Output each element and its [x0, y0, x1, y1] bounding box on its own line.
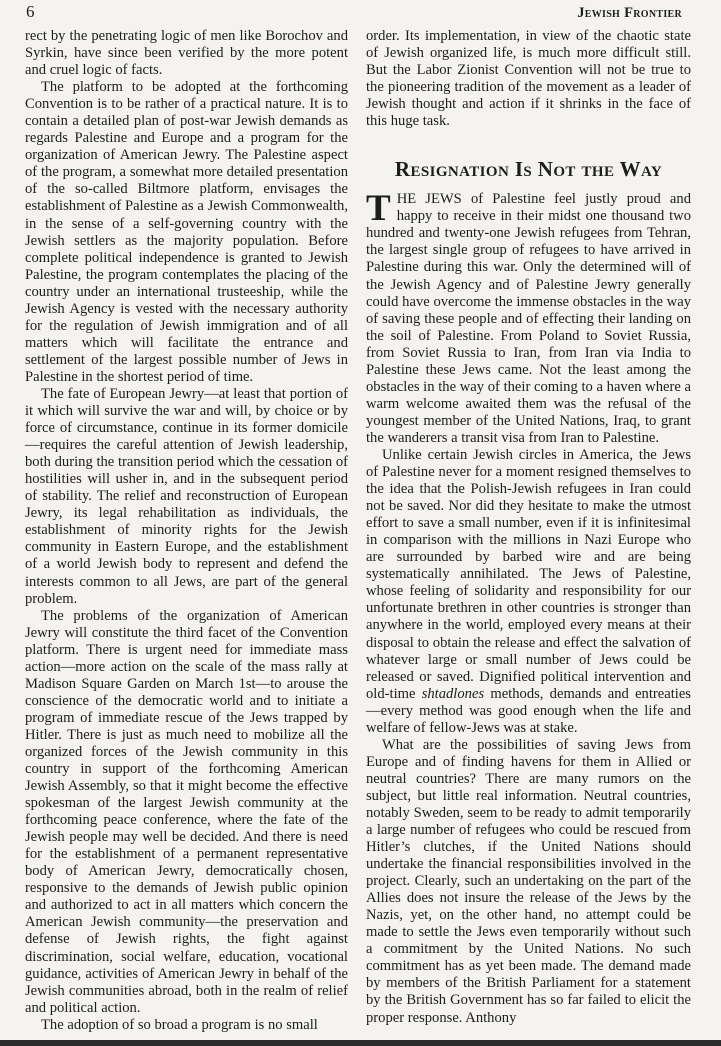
scan-bottom-edge — [0, 1040, 721, 1046]
right-column — [366, 28, 691, 1027]
left-column — [25, 28, 348, 1034]
paragraph-unlike — [366, 447, 691, 737]
page-number: 6 — [26, 2, 35, 21]
p2-text-b: methods, demands and entreaties—every method was good enough when the life and welfare of fellow-Jews was at stake. — [366, 685, 691, 736]
italic-term: shtadlones — [421, 685, 485, 702]
paragraph-european-jewry: The fate of European Jewry—at least that portion of it which will survive the war and will, by choice or by force of circumstance, continue in its former domicile—requires the careful attention of Jewish leadership, both during the transition period which the cessation of hostilities will usher in, and in the subsequent period of stability. The relief and reconstruction of European Jewry, its legal rehabilitation as individuals, the establishment of minority rights for the Jewish community in Eastern Europe, and the establishment of a world Jewish body to represent and defend the interests common to all Jews, are part of the general problem. — [25, 385, 348, 607]
paragraph-opening — [366, 188, 691, 447]
paragraph-possibilities: What are the possibilities of saving Jews from Europe and of finding havens for them in Allied or neutral countries? There are many rumors on the subject, but little real information. Neutral countries, notably Sweden, seem to be ready to admit temporarily a large number of refugees who could be rescued from Hitler’s clutches, if the United Nations should undertake the financial responsibilities involved in the project. Clearly, such an undertaking on the part of the Allies does not insure the release of the Jews by the Nazis, yet, on the other hand, no attempt could be made to settle the Jews even temporarily without such a commitment by the United Nations. No such commitment has as yet been made. The demand made by members of the British Parliament for a statement by the British Government has so far failed to elicit the proper response. Anthony — [366, 736, 691, 1026]
page-header — [0, 0, 721, 24]
drop-cap: T — [366, 188, 391, 230]
running-head-publication: Jewish Frontier — [577, 5, 682, 21]
paragraph-continuation: order. Its implementation, in view of the chaotic state of Jewish organized life, is much more difficult still. But the Labor Zionist Convention will not be true to the pioneering tradition of the movement as a leader of Jewish thought and action if it shrinks in the face of this huge task. — [366, 28, 691, 130]
paragraph-american-jewry: The problems of the organization of American Jewry will constitute the third facet of the Convention platform. There is urgent need for immediate mass action—more action on the scale of the mass rally at Madison Square Garden on March 1st—to arouse the conscience of the democratic world and to initiate a program of immediate rescue of the Jews trapped by Hitler. There is just as much need to mobilize all the organized forces of the Jewish community in this country in support of the forthcoming American Jewish Assembly, so that it might become the effective spokesman of the largest Jewish community at the forthcoming peace conference, where the fate of the Jewish people may well be decided. And there is need for the establishment of a permanent representative body of American Jewry, democratically chosen, responsive to the demands of Jewish public opinion and authorized to act in all matters which concern the American Jewish community—the preservation and defense of Jewish rights, the fight against discrimination, social welfare, education, vocational guidance, activities of American Jewry in behalf of the Jewish communities abroad, both in the realm of relief and political action. — [25, 607, 348, 1016]
p2-text-a: Unlike certain Jewish circles in America, the Jews of Palestine never for a moment resigned themselves to the idea that the Polish-Jewish refugees in Iran could not be saved. Nor did they hesitate to make the utmost effort to save a small number, even if it is infinitesimal in comparison with the millions in Nazi Europe who are surrounded by barbed wire and are being systematically annihilated. The Jews of Palestine, whose feeling of solidarity and responsibility for our unfortunate brethren in other countries is stronger than anywhere in the world, employed every means at their disposal to obtain the release and effect the salvation of whatever large or small number of Jews could be released or saved. Dignified political intervention and old-time — [366, 446, 691, 702]
article-title: Resignation Is Not the Way — [394, 157, 663, 182]
paragraph-adoption: The adoption of so broad a program is no small — [41, 1016, 318, 1033]
paragraph-platform: The platform to be adopted at the forthcoming Convention is to be rather of a practical nature. It is to contain a detailed plan of post-war Jewish demands as regards Palestine and Europe and a program for the organization of American Jewry. The Palestine aspect of the program, a somewhat more detailed presentation of the so-called Biltmore platform, envisages the establishment of Palestine as a Jewish Commonwealth, in the sense of a self-governing country with the Jewish settlers as the majority population. Before complete political independence is granted to Jewish Palestine, the program contemplates the placing of the country under an international trusteeship, while the Jewish Agency is vested with the necessary authority for the regulation of Jewish immigration and of all matters which will facilitate the entrance and settlement of the largest possible number of Jews in Palestine in the shortest period of time. — [25, 79, 348, 385]
paragraph-continued: rect by the penetrating logic of men like Borochov and Syrkin, have since been verified by the more potent and cruel logic of facts. — [25, 28, 348, 79]
opening-text: HE JEWS of Palestine feel justly proud and happy to receive in their midst one thousand two hundred and twenty-one Jewish refugees from Tehran, the largest single group of refugees to have arrived in Palestine during this war. Only the determined will of the Jewish Agency and of Palestine Jewry generally could have overcome the immense obstacles in the way of saving these people and of effecting their landing on the soil of Palestine. From Poland to Soviet Russia, from Soviet Russia to Iran, from Iran via India to Palestine these Jews came. Not the least among the obstacles in the way of their coming to a haven where a warm welcome awaited them was the refusal of the youngest member of the United Nations, Iraq, to grant the wanderers a transit visa from Iran to Palestine. — [366, 191, 691, 446]
